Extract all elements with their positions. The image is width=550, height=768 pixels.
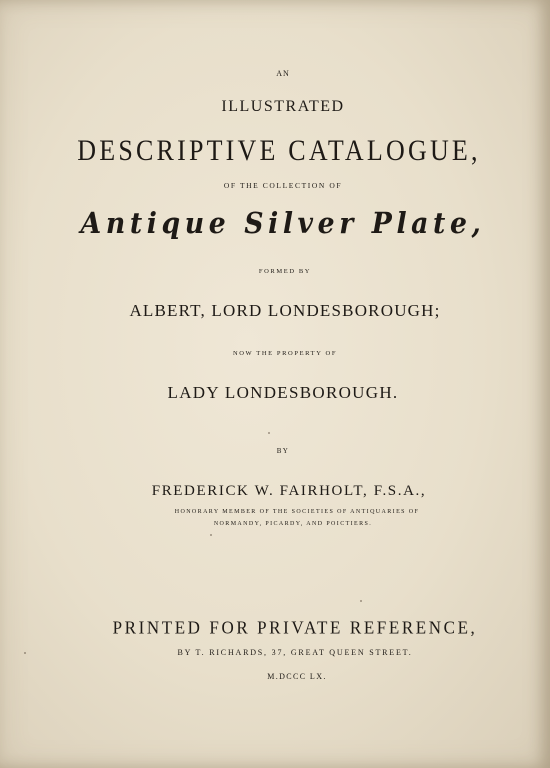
heading-albert-lord-londesborough: ALBERT, LORD LONDESBOROUGH; <box>129 301 441 320</box>
heading-illustrated: ILLUSTRATED <box>221 98 345 115</box>
paper-speck <box>210 534 212 536</box>
text-formed-by: FORMED BY <box>258 268 312 275</box>
imprint-date: M.DCCC LX. <box>267 672 327 681</box>
paper-speck <box>268 432 270 434</box>
text-of-the-collection: OF THE COLLECTION OF <box>223 181 343 190</box>
text-by: BY <box>276 447 290 455</box>
author-credentials-line-2: NORMANDY, PICARDY, AND POICTIERS. <box>213 521 373 527</box>
heading-lady-londesborough: LADY LONDESBOROUGH. <box>167 383 399 402</box>
author-name: FREDERICK W. FAIRHOLT, F.S.A., <box>151 483 427 499</box>
imprint-printed-for: PRINTED FOR PRIVATE REFERENCE, <box>112 618 478 638</box>
heading-an: AN <box>276 69 290 78</box>
heading-antique-silver-plate: Antique Silver Plate, <box>80 206 486 240</box>
text-now-the-property: NOW THE PROPERTY OF <box>232 350 338 357</box>
heading-descriptive-catalogue: DESCRIPTIVE CATALOGUE, <box>77 134 481 167</box>
author-credentials-line-1: HONORARY MEMBER OF THE SOCIETIES OF ANTIQUARIES OF <box>174 509 420 515</box>
paper-speck <box>360 600 362 602</box>
paper-speck <box>24 652 26 654</box>
imprint-printer: BY T. RICHARDS, 37, GREAT QUEEN STREET. <box>177 648 413 657</box>
